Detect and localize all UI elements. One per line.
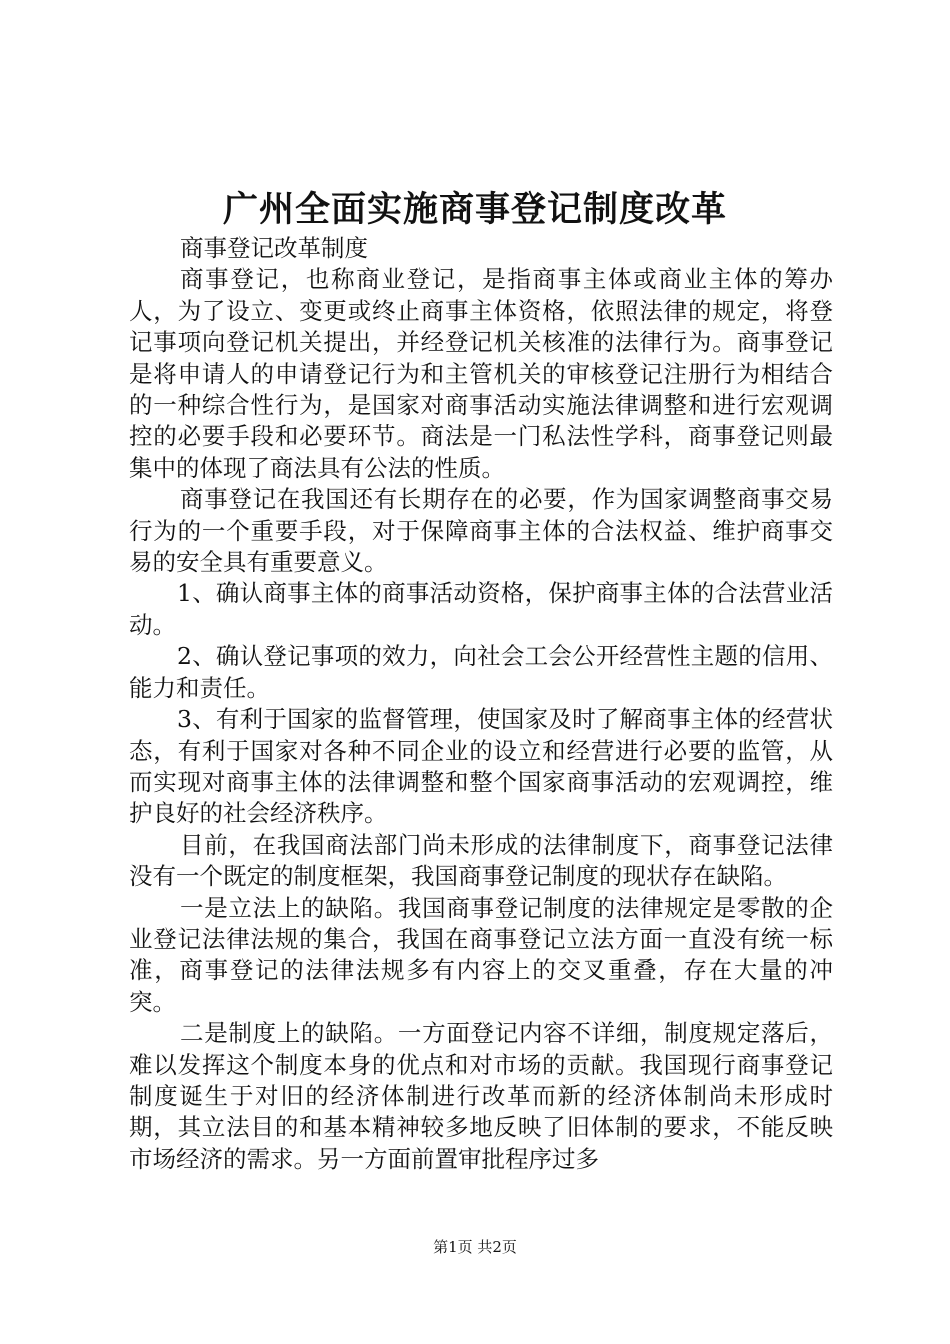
document-title: 广州全面实施商事登记制度改革 [222, 189, 727, 230]
numbered-paragraph: 1、确认商事主体的商事活动资格，保护商事主体的合法营业活动。 [129, 579, 833, 639]
paragraph: 商事登记在我国还有长期存在的必要，作为国家调整商事交易行为的一个重要手段，对于保障商事主体的合法权益、维护商事交易的安全具有重要意义。 [129, 485, 833, 577]
paragraph: 二是制度上的缺陷。一方面登记内容不详细，制度规定落后，难以发挥这个制度本身的优点和对市场的贡献。我国现行商事登记制度诞生于对旧的经济体制进行改革而新的经济体制尚未形成时期，其立法目的和基本精神较多地反映了旧体制的要求，不能反映市场经济的需求。另一方面前置审批程序过多 [129, 1019, 833, 1173]
numbered-paragraph: 3、有利于国家的监督管理，使国家及时了解商事主体的经营状态，有利于国家对各种不同企业的设立和经营进行必要的监管，从而实现对商事主体的法律调整和整个国家商事活动的宏观调控，维护良好的社会经济秩序。 [129, 705, 833, 828]
paragraph: 目前，在我国商法部门尚未形成的法律制度下，商事登记法律没有一个既定的制度框架，我国商事登记制度的现状存在缺陷。 [129, 830, 833, 891]
page-number-footer: 第1页 共2页 [433, 1238, 517, 1256]
document-body [129, 233, 833, 1175]
paragraph: 一是立法上的缺陷。我国商事登记制度的法律规定是零散的企业登记法律法规的集合，我国在商事登记立法方面一直没有统一标准，商事登记的法律法规多有内容上的交叉重叠，存在大量的冲突。 [129, 893, 833, 1016]
numbered-paragraph: 2、确认登记事项的效力，向社会工会公开经营性主题的信用、能力和责任。 [129, 642, 833, 702]
paragraph-subtitle: 商事登记改革制度 [180, 234, 368, 262]
paragraph: 商事登记，也称商业登记，是指商事主体或商业主体的筹办人，为了设立、变更或终止商事主体资格，依照法律的规定，将登记事项向登记机关提出，并经登记机关核准的法律行为。商事登记是将申请人的申请登记行为和主管机关的审核登记注册行为相结合的一种综合性行为，是国家对商事活动实施法律调整和进行宏观调控的必要手段和必要环节。商法是一门私法性学科，商事登记则最集中的体现了商法具有公法的性质。 [129, 265, 833, 482]
